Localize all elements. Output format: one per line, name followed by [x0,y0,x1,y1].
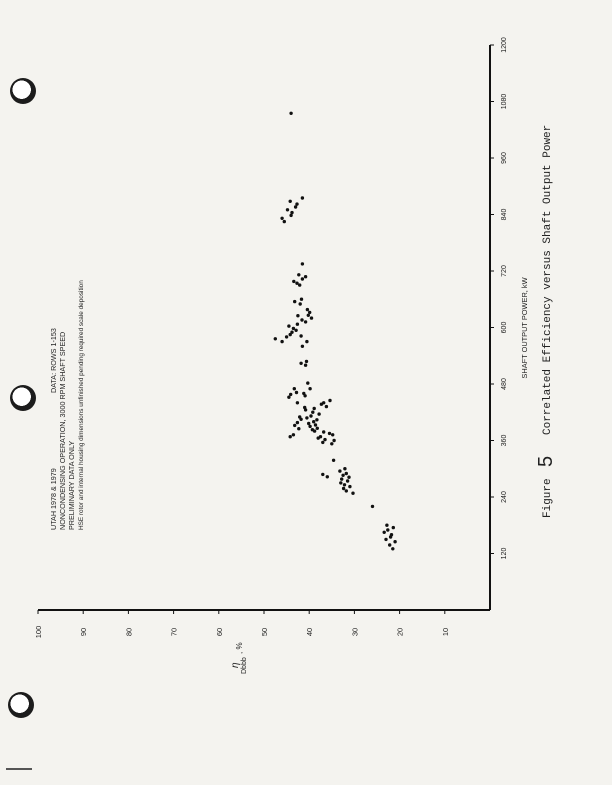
data-point [307,314,310,317]
data-point [319,435,322,438]
x-tick-label: 960 [501,152,508,164]
data-point [391,547,394,550]
margin-mark [6,768,32,770]
data-point [388,543,391,546]
data-point [348,485,351,488]
data-point [341,474,344,477]
data-point [345,489,348,492]
data-point [308,311,311,314]
data-point [300,318,303,321]
data-point [340,477,343,480]
data-point [304,275,307,278]
data-point [313,407,316,410]
note-line-4: HSE rotor and internal housing dimensions unfinished pending required scale deposition [78,280,85,530]
data-point [293,300,296,303]
y-tick-label: 70 [169,627,179,637]
data-point [390,533,393,536]
data-point [287,396,290,399]
data-point [289,435,292,438]
data-point [323,438,326,441]
data-point [296,421,299,424]
y-tick-label: 100 [34,625,43,639]
data-point [304,320,307,323]
data-point [332,459,335,462]
x-tick-label: 480 [501,378,508,390]
data-point [299,362,302,365]
data-point [328,432,331,435]
data-point [297,273,300,276]
x-tick-label: 120 [501,547,508,560]
data-point [285,335,288,338]
data-point [293,424,296,427]
data-point [298,415,301,418]
data-point [296,401,299,404]
data-point [297,427,300,430]
y-tick-label: 20 [395,627,405,637]
data-point [305,340,308,343]
y-axis-label-eta: η [230,662,241,668]
data-point [317,412,320,415]
y-tick-label: 10 [440,627,450,637]
data-point [295,391,298,394]
y-axis-label-unit: , % [235,642,244,654]
data-point [289,393,292,396]
data-point [301,262,304,265]
figure-caption-text: Correlated Efficiency versus Shaft Output Power [542,124,554,435]
data-point [295,282,298,285]
data-point [309,414,312,417]
data-point [371,505,374,508]
data-point [293,387,296,390]
data-point [290,331,293,334]
data-point [393,540,396,543]
data-point [283,220,286,223]
data-point [331,433,334,436]
data-point [343,467,346,470]
figure-caption [535,125,557,518]
data-point [325,405,328,408]
data-point [347,476,350,479]
data-point [346,479,349,482]
data-point [343,483,346,486]
punch-hole-icon [8,692,34,718]
data-point [290,211,293,214]
figure-label: Figure [542,478,554,518]
punch-hole-icon [10,78,36,104]
data-point [351,492,354,495]
x-axis-label: SHAFT OUTPUT POWER, kW [520,277,529,379]
notes-block [49,280,85,530]
data-point [328,399,331,402]
figure-number: 5 [535,455,557,467]
data-point [289,112,292,115]
data-point [300,298,303,301]
x-tick-label: 1080 [501,93,508,110]
data-point [315,418,318,421]
x-tick-label: 600 [501,321,508,334]
data-point [326,475,329,478]
data-point [301,196,304,199]
data-point [384,538,387,541]
y-axis-label [230,642,248,674]
data-point [392,526,395,529]
y-tick-label: 40 [305,627,315,637]
x-tick-label: 840 [501,208,508,221]
data-point [307,422,310,425]
x-tick-label: 360 [501,434,508,447]
x-tick-label: 240 [501,491,508,503]
y-tick-label: 60 [214,627,224,637]
x-tick-label: 720 [501,265,508,277]
data-point [304,364,307,367]
data-point [305,360,308,363]
data-point [294,205,297,208]
data-point [330,442,333,445]
data-point [274,337,277,340]
data-point [296,323,299,326]
x-tick-label: 1200 [501,37,508,53]
data-point [292,280,295,283]
data-point [310,316,313,319]
data-point [305,416,308,419]
data-point [306,381,309,384]
data-point [321,473,324,476]
y-tick-label: 50 [260,627,269,637]
data-point [280,217,283,220]
data-point [289,200,292,203]
data-point [322,401,325,404]
data-point [321,441,324,444]
data-point [292,327,295,330]
data-point [311,411,314,414]
note-line-2: NONCONDENSING OPERATION, 3000 RPM SHAFT SPEED [58,331,67,530]
y-tick-label: 90 [79,627,89,637]
data-point [306,308,309,311]
y-tick-label: 80 [124,627,134,637]
data-point [295,202,298,205]
data-point [308,387,311,390]
data-point [296,314,299,317]
y-axis-label-sub: Dbbb [241,657,248,674]
y-tick-label: 30 [350,627,360,637]
note-line-1: UTAH 1978 & 1979 [49,468,58,530]
data-point [314,423,317,426]
data-point [311,428,314,431]
punch-hole-icon [10,385,36,411]
data-point [287,324,290,327]
data-point [280,340,283,343]
data-point [345,472,348,475]
data-point [301,277,304,280]
data-point [312,420,315,423]
note-line-3: PRELIMINARY DATA ONLY [67,440,76,530]
data-point [338,469,341,472]
data-point [292,433,295,436]
data-point [303,406,306,409]
data-point [299,334,302,337]
data-point [302,392,305,395]
data-point [332,439,335,442]
data-point [286,208,289,211]
note-line-1-right: DATA: ROWS 1-153 [49,328,58,393]
data-point [385,524,388,527]
data-point [301,345,304,348]
data-point [316,427,319,430]
data-point [339,481,342,484]
data-point [386,528,389,531]
data-point [322,430,325,433]
data-point [342,487,345,490]
data-point [299,302,302,305]
data-point [308,425,311,428]
data-point [383,531,386,534]
